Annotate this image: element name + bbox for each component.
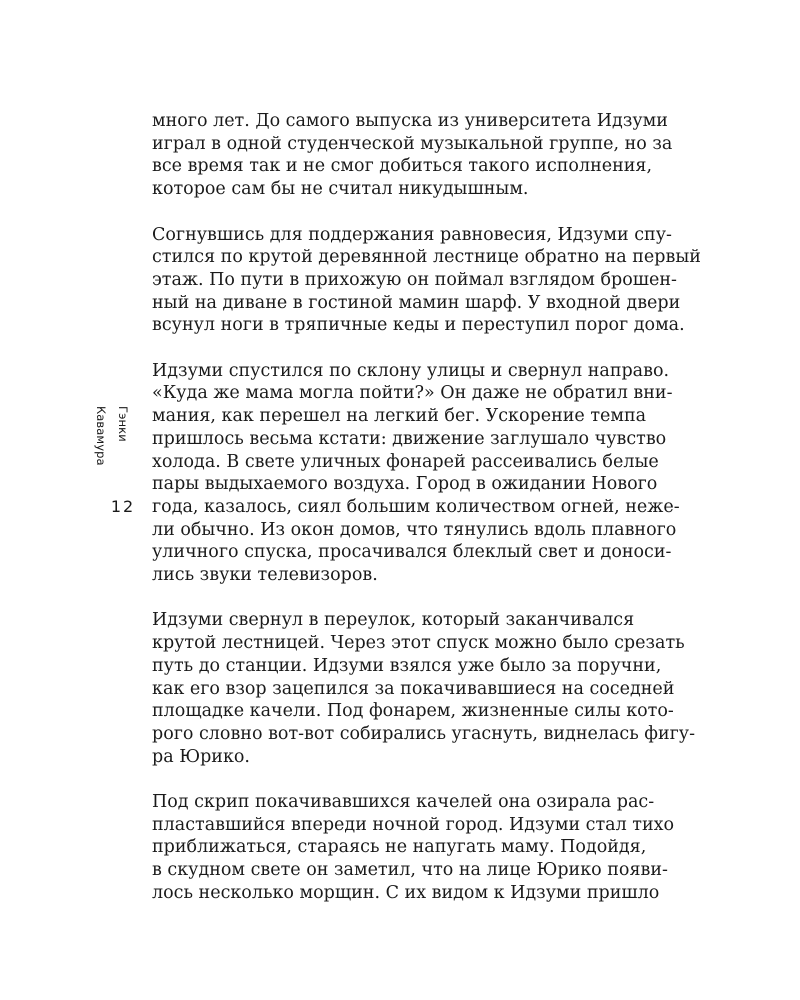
text-line: всунул ноги в тряпичные кеды и переступил порог дома. [152, 315, 685, 336]
text-line: которое сам бы не считал никудышным. [152, 179, 529, 200]
running-head-author: Гэнки Кавамура [94, 406, 130, 466]
text-line: ра Юрико. [152, 746, 250, 767]
paragraph [152, 110, 712, 201]
text-line: много лет. До самого выпуска из университета Идзуми [152, 111, 668, 131]
text-line: рого словно вот-вот собирались угаснуть, виднелась фигу- [152, 723, 696, 744]
text-line: Идзуми свернул в переулок, который заканчивался [152, 610, 635, 631]
text-line: этаж. По пути в прихожую он поймал взглядом брошен- [152, 269, 677, 290]
text-line: путь до станции. Идзуми взялся уже было за поручни, [152, 655, 662, 676]
text-line: в скудном свете он заметил, что на лице Юрико появи- [152, 860, 668, 881]
text-line: «Куда же мама могла пойти?» Он даже не обратил вни- [152, 383, 673, 404]
text-line: лись звуки телевизоров. [152, 565, 378, 586]
text-line: уличного спуска, просачивался блеклый свет и доноси- [152, 542, 672, 563]
text-line: все время так и не смог добиться такого исполнения, [152, 156, 653, 177]
text-line: как его взор зацепился за покачивавшиеся на соседней [152, 678, 675, 699]
paragraph [152, 360, 712, 587]
text-line: Под скрип покачивавшихся качелей она озирала рас- [152, 792, 655, 813]
text-line: приближаться, стараясь не напугать маму. Подойдя, [152, 837, 647, 858]
text-line: площадке качели. Под фонарем, жизненные силы кото- [152, 701, 674, 722]
text-line: мания, как перешел на легкий бег. Ускорение темпа [152, 406, 647, 427]
text-line: крутой лестницей. Через этот спуск можно было срезать [152, 633, 685, 654]
text-line: Согнувшись для поддержания равновесия, Идзуми спу- [152, 224, 672, 245]
text-line: пришлось весьма кстати: движение заглушало чувство [152, 428, 667, 449]
text-line: Идзуми спустился по склону улицы и свернул направо. [152, 360, 670, 381]
paragraph [152, 609, 712, 768]
text-line: стился по крутой деревянной лестнице обратно на первый [152, 247, 701, 268]
paragraph [152, 791, 712, 905]
paragraph [152, 224, 712, 338]
text-line: ный на диване в гостиной мамин шарф. У входной двери [152, 292, 681, 313]
text-line: пластавшийся впереди ночной город. Идзуми стал тихо [152, 814, 675, 835]
text-line: холода. В свете уличных фонарей рассеивались белые [152, 451, 659, 472]
page-number: 12 [110, 497, 136, 516]
text-line: ли обычно. Из окон домов, что тянулись вдоль плавного [152, 519, 677, 540]
text-line: лось несколько морщин. С их видом к Идзуми пришло [152, 882, 660, 903]
text-line: играл в одной студенческой музыкальной группе, но за [152, 133, 673, 154]
body-text [152, 110, 712, 927]
text-line: пары выдыхаемого воздуха. Город в ожидании Нового [152, 474, 658, 495]
text-line: года, казалось, сиял большим количеством огней, неже- [152, 496, 680, 517]
